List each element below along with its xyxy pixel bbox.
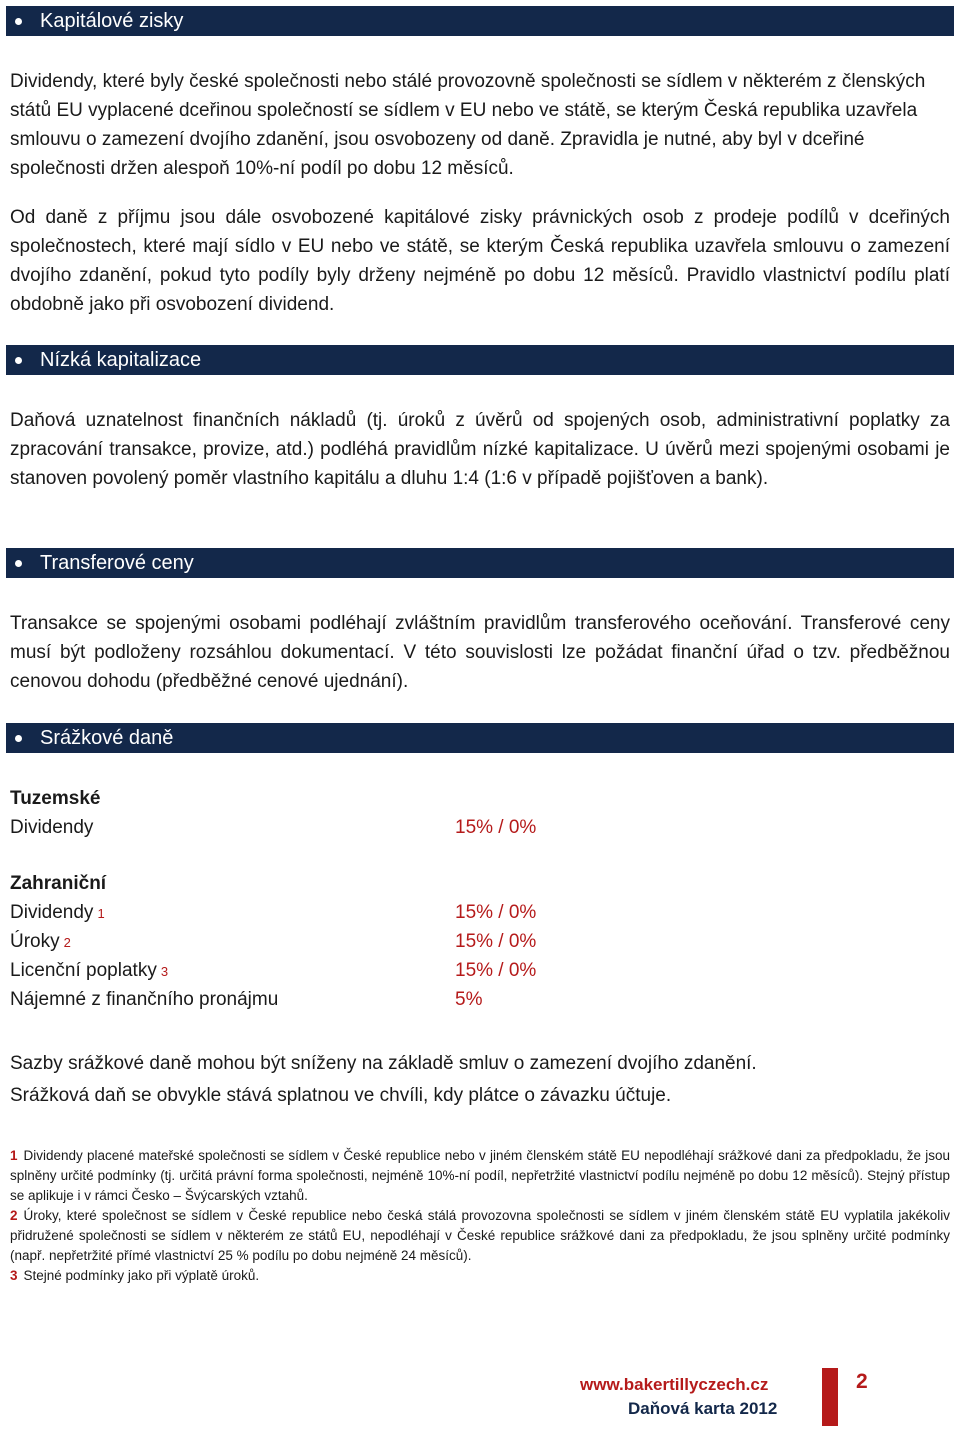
- section-title: Kapitálové zisky: [40, 10, 184, 32]
- section-header-thin-cap: [6, 345, 954, 375]
- bullet-icon: [15, 357, 22, 364]
- withholding-foreign: [10, 869, 610, 1014]
- tax-row: [10, 813, 610, 842]
- footnote-ref: 1: [97, 906, 105, 921]
- section-header-withholding: [6, 723, 954, 753]
- tax-label: Nájemné z finančního pronájmu: [10, 989, 279, 1010]
- paragraph: Dividendy, které byly české společnosti nebo stálé provozovně společnosti se sídlem v některém z členských států EU vyplacené dceřinou společností se sídlem v EU nebo ve státě, se kterým Česká republika uzavřela smlouvu o zamezení dvojího zdanění, jsou osvobozeny od daně. Zpravidla je nutné, aby byl v dceřiné společnosti držen alespoň 10%-ní podíl po dobu 12 měsíců.: [10, 71, 926, 179]
- paragraph: Od daně z příjmu jsou dále osvobozené kapitálové zisky právnických osob z prodeje podílů v dceřiných společnostech, které mají sídlo v EU nebo ve státě, se kterým Česká republika uzavřela smlouvu o zamezení dvojího zdanění, pokud tyto podíly byly drženy nejméně po dobu 12 měsíců. Pravidlo vlastnictví podílu platí obdobně jako při osvobození dividend.: [10, 207, 950, 315]
- bullet-icon: [15, 560, 22, 567]
- tax-label: Úroky 2: [10, 931, 71, 952]
- withholding-note: Srážková daň se obvykle stává splatnou ve chvíli, kdy plátce o závazku účtuje.: [10, 1085, 672, 1106]
- tax-label: Licenční poplatky 3: [10, 960, 169, 981]
- withholding-note: Sazby srážkové daně mohou být sníženy na základě smluv o zamezení dvojího zdanění.: [10, 1053, 757, 1074]
- footnote: 1 Dividendy placené mateřské společnosti se sídlem v České republice nebo v jiném členském státě EU nepodléhají srážkové dani za předpokladu, že jsou splněny určité podmínky (tj. určitá právní forma společnosti, nejméně 10%-ní podíl, nepřetržité vlastnictví podílu nejméně po dobu 12 měsíců). Stejný přístup se aplikuje i v rámci Česko – Švýcarských vztahů.: [10, 1148, 950, 1203]
- foreign-heading: Zahraniční: [10, 873, 107, 894]
- tax-label: Dividendy: [10, 817, 94, 838]
- section-title: Transferové ceny: [40, 552, 194, 574]
- tax-row: [10, 985, 610, 1014]
- tax-label: Dividendy 1: [10, 902, 105, 923]
- footnote-ref: 3: [160, 964, 169, 979]
- domestic-heading: Tuzemské: [10, 788, 101, 809]
- footer-divider: [822, 1368, 838, 1426]
- footnote: 3 Stejné podmínky jako při výplatě úroků.: [10, 1268, 260, 1283]
- footnotes: [10, 1146, 950, 1286]
- tax-rate: 15% / 0%: [455, 960, 537, 981]
- section-header-capital-gains: [6, 6, 954, 36]
- section-title: Srážkové daně: [40, 727, 174, 749]
- bullet-icon: [15, 18, 22, 25]
- tax-row: [10, 898, 610, 927]
- page-number: 2: [856, 1370, 868, 1393]
- footer-card-title: Daňová karta 2012: [628, 1399, 778, 1418]
- tax-rate: 5%: [455, 989, 483, 1010]
- paragraph: Transakce se spojenými osobami podléhají zvláštním pravidlům transferového oceňování. Transferové ceny musí být podloženy rozsáhlou dokumentací. V této souvislosti lze požádat finanční úřad o tzv. předběžnou cenovou dohodu (předběžné cenové ujednání).: [10, 613, 950, 692]
- footnote: 2 Úroky, které společnost se sídlem v České republice nebo česká stálá provozovna společnosti se sídlem v jiném členském státě EU vyplatila jakékoliv přidružené společnosti se sídlem v některém ze států EU, nepodléhají v České republice srážkové dani za předpokladu, že jsou splněny určité podmínky (např. nepřetržité přímé vlastnictví 25 % podílu po dobu nejméně 24 měsíců).: [10, 1208, 950, 1263]
- tax-row: [10, 927, 610, 956]
- paragraph: Daňová uznatelnost finančních nákladů (tj. úroků z úvěrů od spojených osob, administrativní poplatky za zpracování transakce, provize, atd.) podléhá pravidlům nízké kapitalizace. U úvěrů mezi spojenými osobami je stanoven povolený poměr vlastního kapitálu a dluhu 1:4 (1:6 v případě pojišťoven a bank).: [10, 410, 950, 489]
- tax-rate: 15% / 0%: [455, 817, 537, 838]
- footer-website[interactable]: www.bakertillyczech.cz: [580, 1375, 769, 1394]
- section-title: Nízká kapitalizace: [40, 349, 202, 371]
- bullet-icon: [15, 735, 22, 742]
- footnote-ref: 2: [63, 935, 71, 950]
- withholding-domestic: [10, 784, 610, 842]
- tax-row: [10, 956, 610, 985]
- tax-rate: 15% / 0%: [455, 931, 537, 952]
- section-header-transfer-pricing: [6, 548, 954, 578]
- tax-rate: 15% / 0%: [455, 902, 537, 923]
